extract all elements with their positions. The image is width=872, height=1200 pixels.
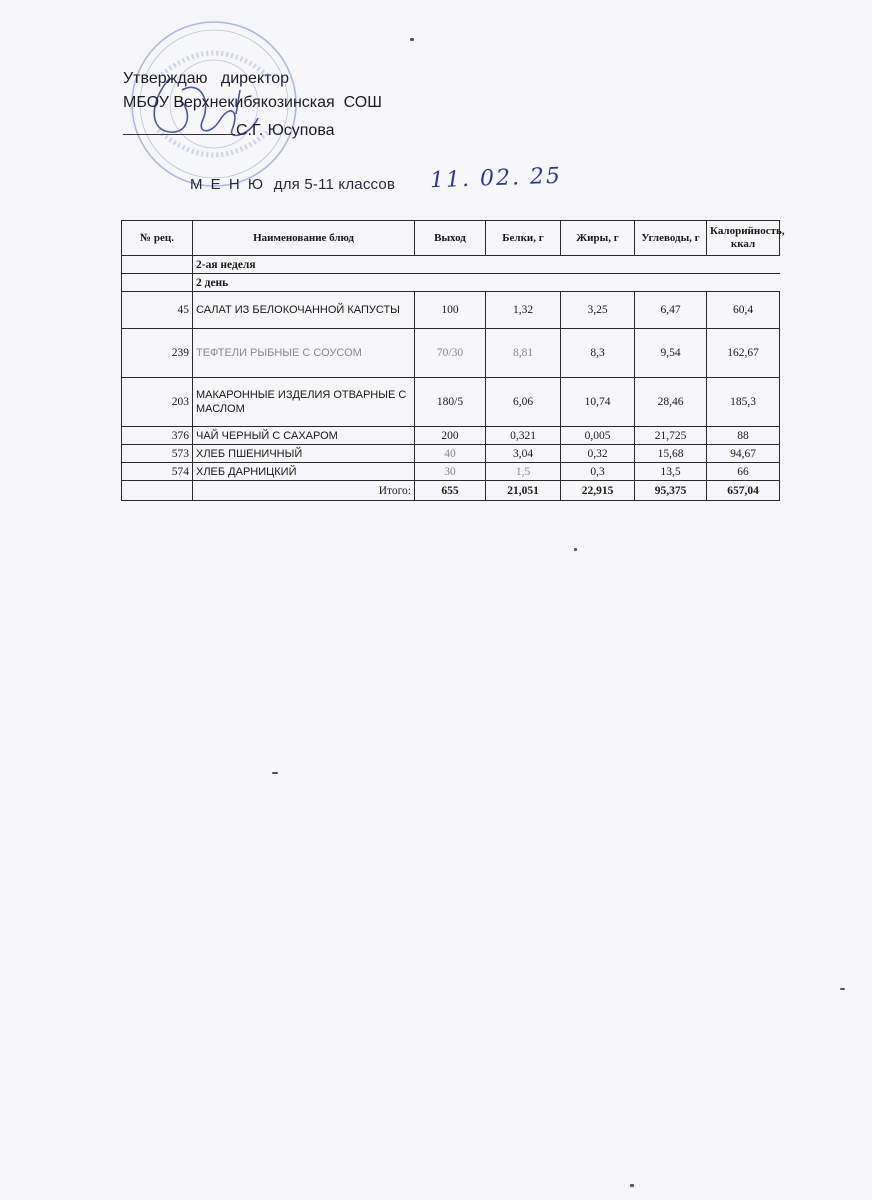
table-row xyxy=(122,445,780,463)
carbs: 15,68 xyxy=(635,445,707,463)
director-signature-row xyxy=(123,120,335,140)
table-row xyxy=(122,329,780,378)
scan-speck xyxy=(630,1184,634,1187)
day-row xyxy=(122,274,780,292)
protein: 1,32 xyxy=(486,292,561,329)
protein: 8,81 xyxy=(486,329,561,378)
output: 100 xyxy=(415,292,486,329)
dish-name: ТЕФТЕЛИ РЫБНЫЕ С СОУСОМ xyxy=(193,329,415,378)
calories: 88 xyxy=(707,427,780,445)
col-header-protein: Белки, г xyxy=(486,221,561,256)
output: 200 xyxy=(415,427,486,445)
scan-speck xyxy=(840,988,845,990)
table-row xyxy=(122,427,780,445)
total-calories: 657,04 xyxy=(707,481,780,501)
col-header-dish-name: Наименование блюд xyxy=(193,221,415,256)
carbs: 28,46 xyxy=(635,378,707,427)
recipe-num: 376 xyxy=(122,427,193,445)
protein: 6,06 xyxy=(486,378,561,427)
col-header-recipe-num: № рец. xyxy=(122,221,193,256)
calories: 185,3 xyxy=(707,378,780,427)
recipe-num: 203 xyxy=(122,378,193,427)
dish-name: ЧАЙ ЧЕРНЫЙ С САХАРОМ xyxy=(193,427,415,445)
menu-table xyxy=(121,220,785,501)
dish-name: САЛАТ ИЗ БЕЛОКОЧАННОЙ КАПУСТЫ xyxy=(193,292,415,329)
recipe-num: 574 xyxy=(122,463,193,481)
output: 30 xyxy=(415,463,486,481)
scan-speck xyxy=(410,38,414,41)
fat: 0,3 xyxy=(561,463,635,481)
carbs: 9,54 xyxy=(635,329,707,378)
total-row xyxy=(122,481,780,501)
table-header-row xyxy=(122,221,780,256)
dish-name: ХЛЕБ ПШЕНИЧНЫЙ xyxy=(193,445,415,463)
output: 180/5 xyxy=(415,378,486,427)
fat: 10,74 xyxy=(561,378,635,427)
recipe-num: 45 xyxy=(122,292,193,329)
total-fat: 22,915 xyxy=(561,481,635,501)
total-protein: 21,051 xyxy=(486,481,561,501)
menu-word: М Е Н Ю xyxy=(190,176,265,193)
school-name: МБОУ Верхнекибякозинская СОШ xyxy=(123,94,382,111)
menu-title xyxy=(190,176,395,193)
col-header-output: Выход xyxy=(415,221,486,256)
menu-classes: для 5-11 классов xyxy=(273,176,396,193)
approval-line: Утверждаю директор xyxy=(123,70,290,87)
dish-name: ХЛЕБ ДАРНИЦКИЙ xyxy=(193,463,415,481)
table-row xyxy=(122,378,780,427)
table-row xyxy=(122,463,780,481)
table-row xyxy=(122,292,780,329)
dish-name: МАКАРОННЫЕ ИЗДЕЛИЯ ОТВАРНЫЕ С МАСЛОМ xyxy=(193,378,415,427)
carbs: 13,5 xyxy=(635,463,707,481)
protein: 1,5 xyxy=(486,463,561,481)
recipe-num: 239 xyxy=(122,329,193,378)
director-name: С.Г. Юсупова xyxy=(236,122,335,139)
calories: 60,4 xyxy=(707,292,780,329)
signature-underline xyxy=(123,120,235,135)
recipe-num: 573 xyxy=(122,445,193,463)
col-header-carbs: Углеводы, г xyxy=(635,221,707,256)
scan-speck xyxy=(574,548,577,551)
protein: 0,321 xyxy=(486,427,561,445)
fat: 3,25 xyxy=(561,292,635,329)
carbs: 6,47 xyxy=(635,292,707,329)
fat: 0,32 xyxy=(561,445,635,463)
scan-speck xyxy=(272,772,278,774)
week-row xyxy=(122,256,780,274)
calories: 94,67 xyxy=(707,445,780,463)
calories: 66 xyxy=(707,463,780,481)
calories: 162,67 xyxy=(707,329,780,378)
day-label: 2 день xyxy=(193,274,780,292)
total-output: 655 xyxy=(415,481,486,501)
total-label: Итого: xyxy=(193,481,415,501)
handwritten-date: 11. 02. 25 xyxy=(429,163,563,194)
col-header-fat: Жиры, г xyxy=(561,221,635,256)
col-header-calories: Калорийность, ккал xyxy=(707,221,780,256)
total-carbs: 95,375 xyxy=(635,481,707,501)
carbs: 21,725 xyxy=(635,427,707,445)
protein: 3,04 xyxy=(486,445,561,463)
fat: 8,3 xyxy=(561,329,635,378)
output: 40 xyxy=(415,445,486,463)
fat: 0,005 xyxy=(561,427,635,445)
output: 70/30 xyxy=(415,329,486,378)
week-label: 2-ая неделя xyxy=(193,256,780,274)
